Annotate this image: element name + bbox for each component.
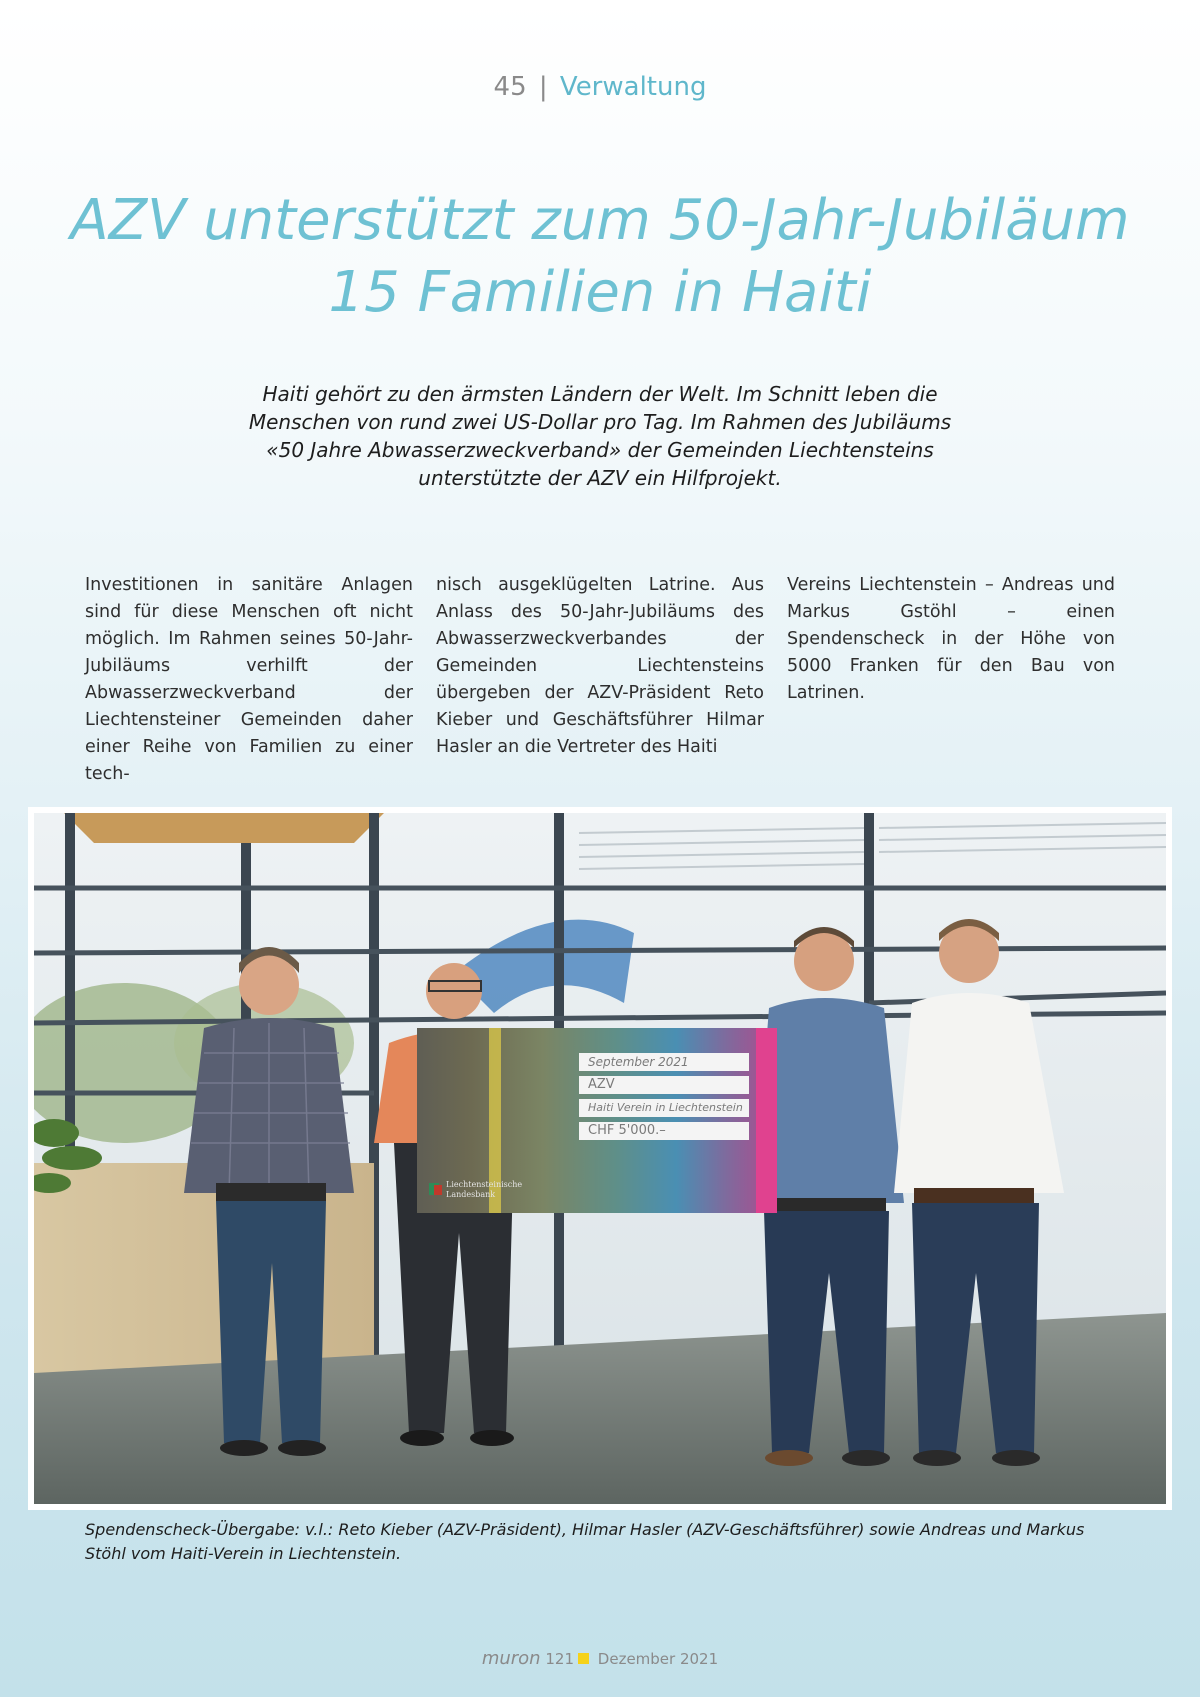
- cheque-date: September 2021: [588, 1055, 689, 1069]
- title-line-2: 15 Familien in Haiti: [328, 260, 872, 325]
- issue-date: Dezember 2021: [597, 1650, 719, 1668]
- page-footer: [0, 1648, 1200, 1669]
- group-photo: [34, 813, 1166, 1504]
- cheque-payee: Haiti Verein in Liechtenstein: [588, 1101, 743, 1114]
- issue-number: 121: [545, 1650, 575, 1668]
- cheque-bank: Liechtensteinische Landesbank: [446, 1180, 523, 1199]
- body-column-3: Vereins Liechtenstein – Andreas und Markus Gstöhl – einen Spendenscheck in der Höhe von 5000 Franken für den Bau von Latrinen.: [787, 575, 1115, 703]
- photo-frame: [28, 807, 1172, 1510]
- magazine-name: muron: [481, 1648, 541, 1669]
- body-column-1: Investitionen in sanitäre Anlagen sind für diese Menschen oft nicht möglich. Im Rahmen seines 50-Jahr-Jubiläums verhilft der Abwasserzweckverband der Liechtensteiner Gemeinden daher einer Reihe von Familien zu einer tech-: [85, 575, 413, 784]
- header-separator: |: [538, 72, 548, 102]
- body-column-2: nisch ausgeklügelten Latrine. Aus Anlass des 50-Jahr-Jubiläums des Abwasserzweckverbandes der Gemeinden Liechtensteins übergeben der AZV-Präsident Reto Kieber und Geschäftsführer Hilmar Hasler an die Vertreter des Haiti: [436, 575, 764, 757]
- page-header: [0, 72, 1200, 102]
- body-columns: [85, 572, 1115, 788]
- article-title: [40, 185, 1160, 329]
- cheque-payer: AZV: [588, 1077, 615, 1092]
- lead-paragraph: Haiti gehört zu den ärmsten Ländern der Welt. Im Schnitt leben die Menschen von rund zwei US-Dollar pro Tag. Im Rahmen des Jubiläums «50 Jahre Abwasserzweckverband» der Gemeinden Liechtensteins unterstützte der AZV ein Hilfprojekt.: [248, 382, 952, 490]
- page-number: 45: [493, 72, 527, 102]
- yellow-square-icon: [578, 1653, 589, 1664]
- section-name: Verwaltung: [559, 72, 707, 102]
- photo-illustration: [34, 813, 1166, 1504]
- cheque-amount: CHF 5'000.–: [588, 1123, 666, 1138]
- photo-caption: Spendenscheck-Übergabe: v.l.: Reto Kieber (AZV-Präsident), Hilmar Hasler (AZV-Geschäftsführer) sowie Andreas und Markus Stöhl vom Haiti-Verein in Liechtenstein.: [85, 1520, 1085, 1563]
- title-line-1: AZV unterstützt zum 50-Jahr-Jubiläum: [70, 188, 1130, 253]
